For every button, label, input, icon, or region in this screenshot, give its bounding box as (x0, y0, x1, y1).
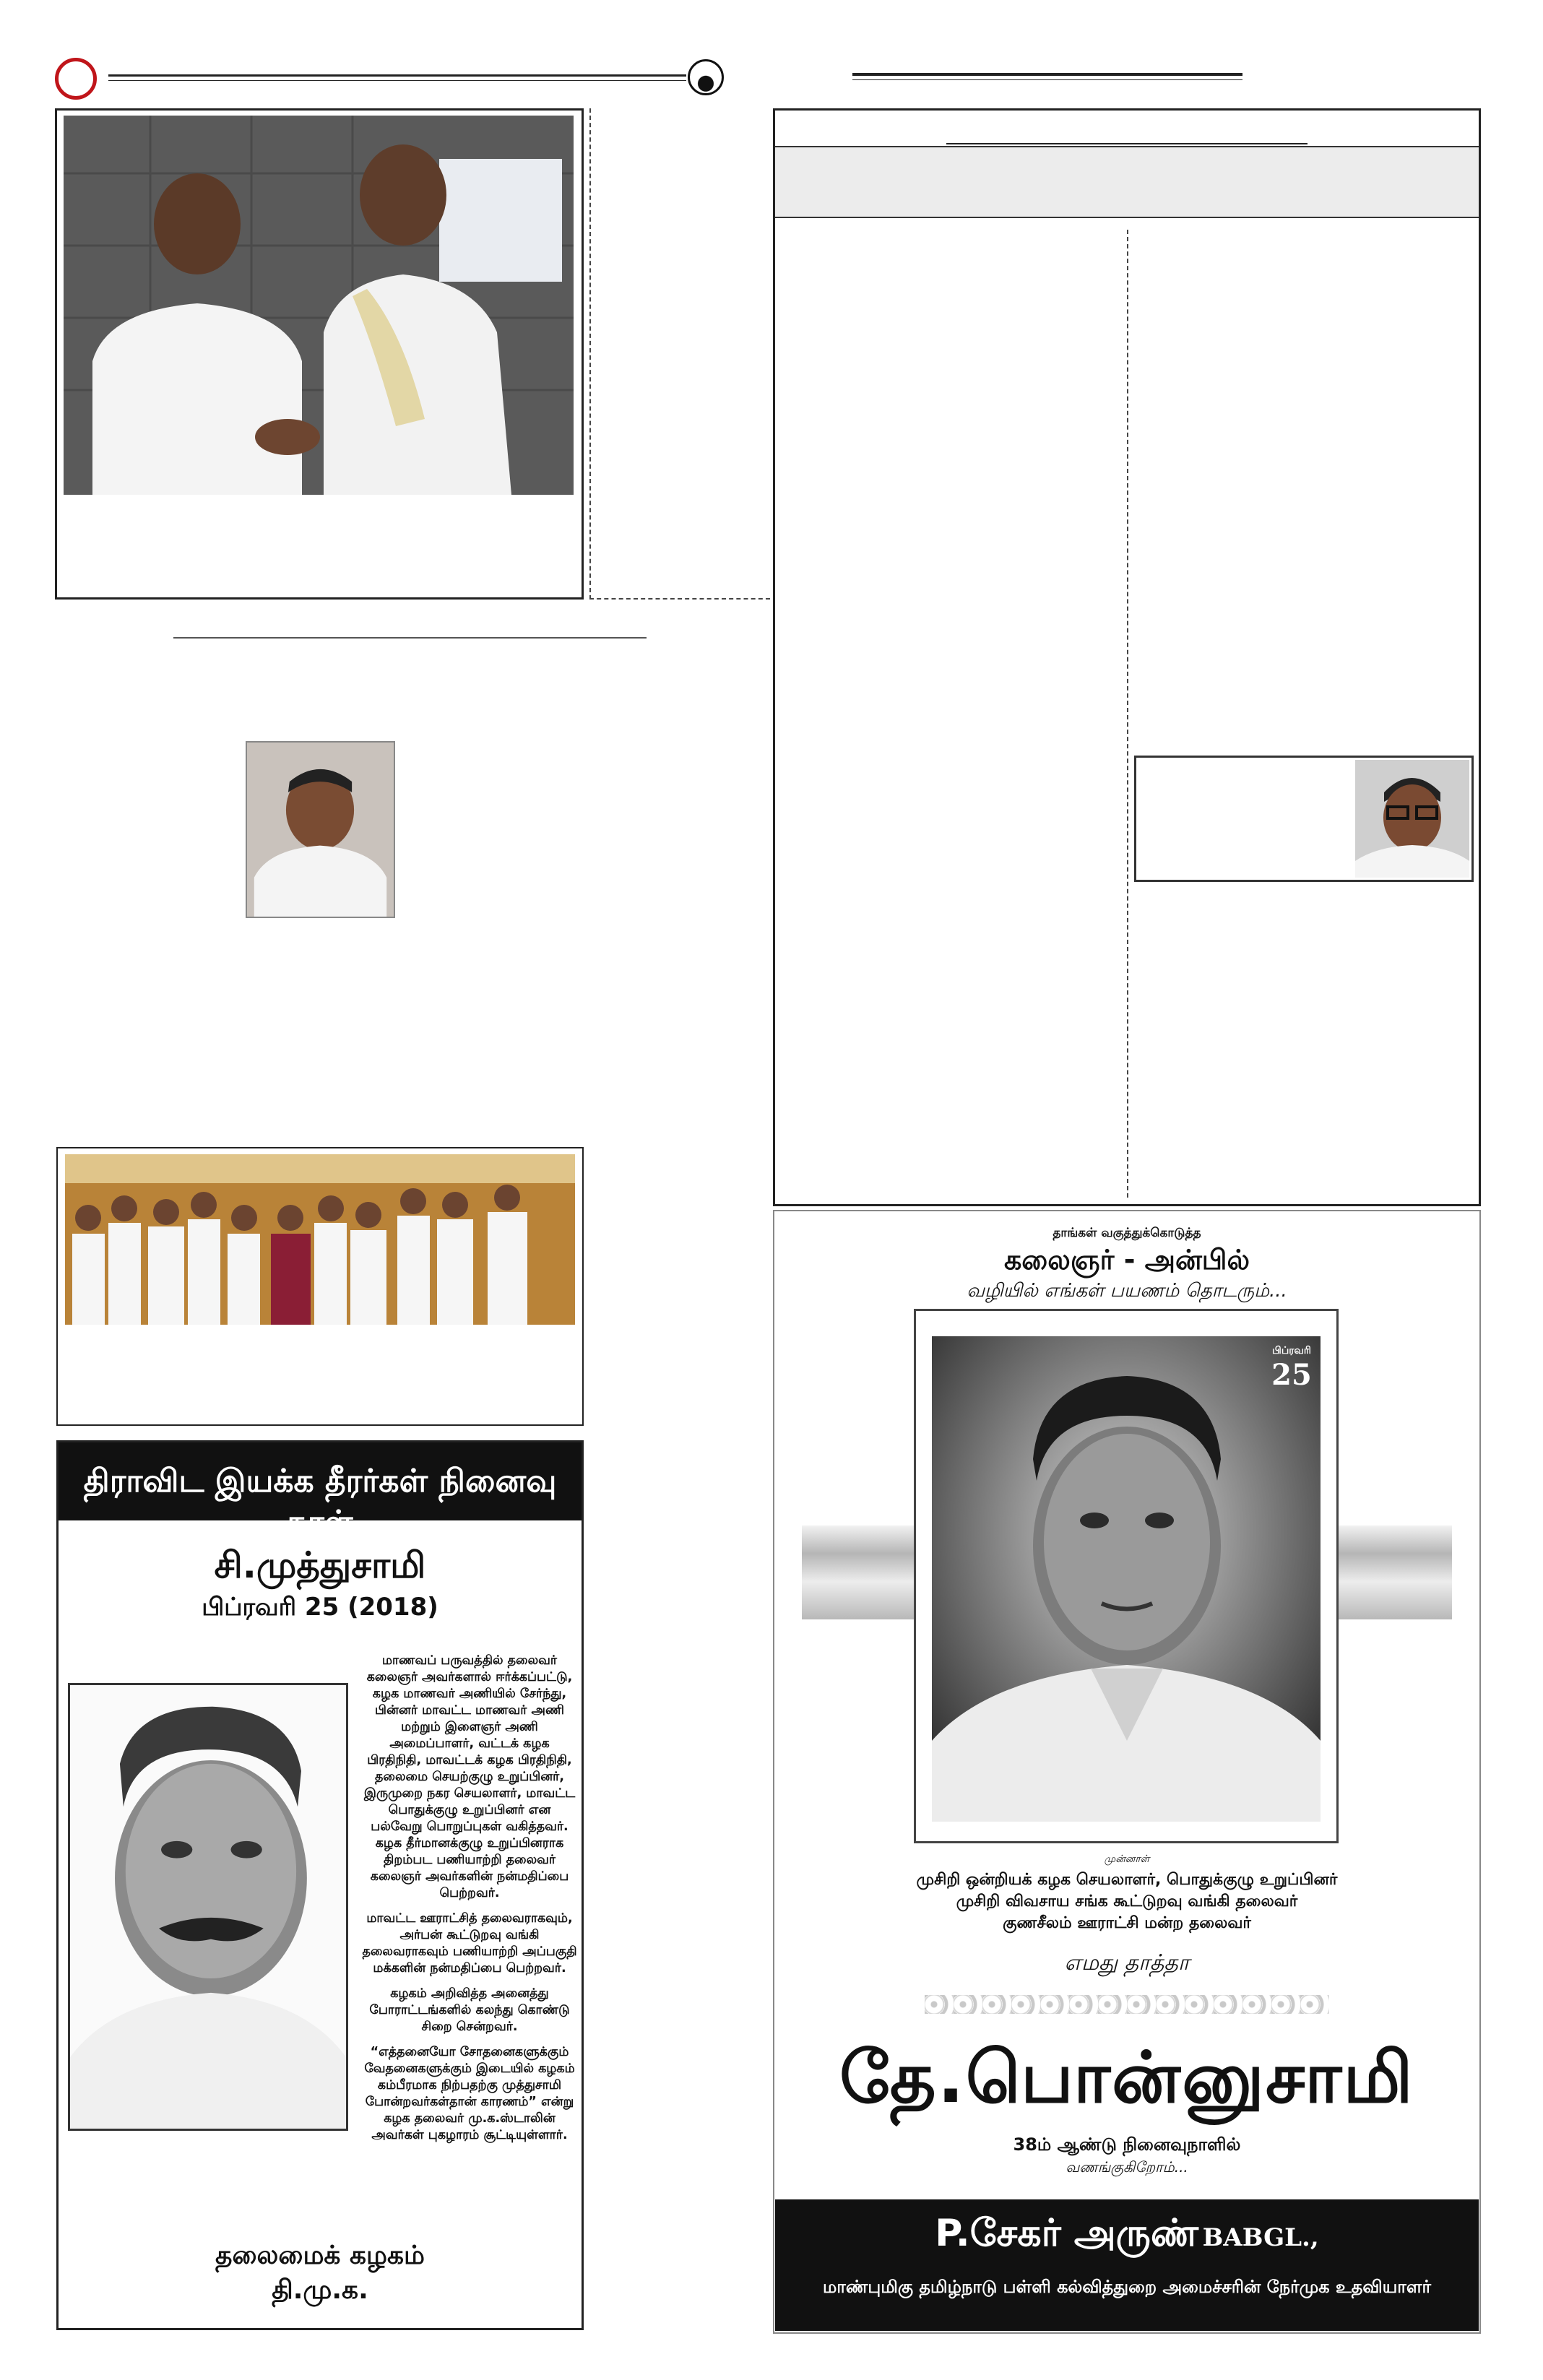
header-rule-right-thin (852, 79, 1242, 80)
memorial-right-top-small: தாங்கள் வகுத்துக்கொடுத்த (1053, 1226, 1201, 1240)
rising-sun-icon (688, 59, 724, 95)
memorial-right-label-small: முன்னாள் (1104, 1853, 1150, 1865)
memorial-right-giver-name: P.சேகர் அருண் (935, 2212, 1199, 2255)
memorial-left-date: பிப்ரவரி 25 (2018) (202, 1593, 438, 1622)
memorial-right-giver-role: மாண்புமிகு தமிழ்நாடு பள்ளி கல்வித்துறை அமைச்சரின் நேர்முக உதவியாளர் (822, 2277, 1432, 2297)
memorial-right-giver (775, 2212, 1479, 2260)
right-article-rule (946, 143, 1308, 144)
memorial-right-top-sub: வழியில் எங்கள் பயணம் தொடரும்... (967, 1280, 1287, 1302)
memorial-right-anniversary: 38ம் ஆண்டு நினைவுநாளில் (1013, 2134, 1241, 2155)
group-photo (65, 1154, 575, 1325)
header-rule-right (852, 73, 1242, 76)
memorial-right-bar-right (1336, 1526, 1452, 1619)
top-left-divider-dotted (589, 108, 591, 600)
memorial-right-name: தே.பொன்னுசாமி (839, 2037, 1414, 2119)
memorial-right-role-3: குணசீலம் ஊராட்சி மன்ற தலைவர் (1003, 1914, 1251, 1932)
memorial-left-bio-para-1: மாணவப் பருவத்தில் தலைவர் கலைஞர் அவர்களால் ஈர்க்கப்பட்டு, கழக மாணவர் அணியில் சேர்ந்து, பின்னர் மாவட்ட மாணவர் அணி மற்றும் இளைஞர் அணி அமைப்பாளர், வட்டக் கழக பிரதிநிதி, மாவட்டக் கழக பிரதிநிதி, தலைமை செயற்குழு உறுப்பினர், இருமுறை நகர செயலாளர், மாவட்ட பொதுக்குழு உறுப்பினர் என பல்வேறு பொறுப்புகள் வகித்தவர். கழக தீர்மானக்குழு உறுப்பினராக திறம்பட பணியாற்றி தலைவர் கலைஞர் அவர்களின் நன்மதிப்பை பெற்றவர். (363, 1653, 576, 1900)
memorial-left-bio (361, 1653, 578, 2144)
right-article-column-divider (1127, 230, 1128, 1198)
memorial-left-bio-para-3: கழகம் அறிவித்த அனைத்து போராட்டங்களில் கலந்து கொண்டு சிறை சென்றவர். (369, 1986, 570, 2034)
memorial-left-footer-1: தலைமைக் கழகம் (215, 2241, 425, 2270)
right-inset-portrait (1355, 760, 1469, 878)
memorial-right-role-2: முசிறி விவசாய சங்க கூட்டுறவு வங்கி தலைவர் (956, 1892, 1298, 1911)
memorial-left-footer-2: தி.மு.க. (272, 2275, 368, 2305)
top-left-photo (64, 116, 574, 495)
middle-left-portrait (246, 741, 395, 918)
memorial-left-name: சி.முத்துசாமி (214, 1544, 426, 1586)
header-logo-icon (55, 58, 97, 100)
memorial-right-date-day: 25 (1271, 1358, 1312, 1392)
header-rule-left-thin (108, 80, 686, 81)
memorial-right-relation: எமது தாத்தா (1064, 1950, 1190, 1976)
memorial-left-portrait (68, 1683, 348, 2131)
top-left-divider-dotted-h (589, 598, 770, 600)
memorial-left-bio-para-4: “எத்தனையோ சோதனைகளுக்கும் வேதனைகளுக்கும் இடையில் கழகம் கம்பீரமாக நிற்பதற்கு முத்துசாமி போன்றவர்கள்தான் காரணம்” என்று கழக தலைவர் மு.க.ஸ்டாலின் அவர்கள் புகழாரம் சூட்டியுள்ளார். (364, 2045, 575, 2142)
memorial-right-date-month: பிப்ரவரி (1272, 1345, 1311, 1356)
memorial-right-role-1: முசிறி ஒன்றியக் கழக செயலாளர், பொதுக்குழு உறுப்பினர் (916, 1871, 1338, 1889)
memorial-left-banner-text: திராவிட இயக்க தீரர்கள் நினைவு நாள் (83, 1463, 557, 1541)
memorial-right-ornament (925, 1995, 1329, 2014)
memorial-left-bio-para-2: மாவட்ட ஊராட்சித் தலைவராகவும், அர்பன் கூட்டுறவு வங்கி தலைவராகவும் பணியாற்றி அப்பகுதி மக்களின் நன்மதிப்பை பெற்றவர். (362, 1911, 577, 1976)
section-rule (173, 637, 647, 639)
memorial-right-top-title: கலைஞர் - அன்பில் (1004, 1244, 1250, 1276)
memorial-right-giver-degree: BABGL., (1202, 2223, 1319, 2252)
memorial-right-bar-left (802, 1526, 914, 1619)
memorial-right-portrait (932, 1336, 1321, 1822)
memorial-right-greeting: வணங்குகிறோம்... (1066, 2158, 1188, 2176)
header-rule-left (108, 74, 686, 77)
right-article-headline-band (775, 146, 1479, 218)
